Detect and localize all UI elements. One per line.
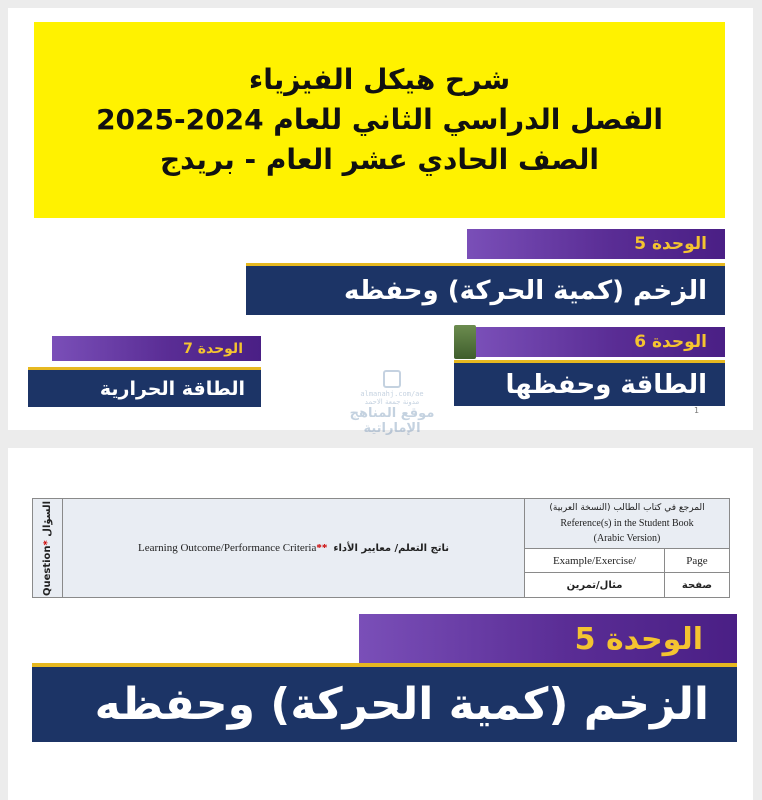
unit6-thumbnail [454, 325, 476, 359]
reference-row-ar [525, 573, 729, 597]
unit5-title-large: الزخم (كمية الحركة) وحفظه [32, 663, 737, 742]
page-ar: صفحة [681, 579, 713, 591]
unit7-label: الوحدة 7 [52, 336, 261, 361]
unit6-label: الوحدة 6 [476, 327, 725, 357]
reference-table-header [32, 498, 730, 598]
reference-header [525, 499, 729, 549]
question-star: * [42, 539, 54, 545]
title-line-3: الصف الحادي عشر العام - بريدج [159, 143, 600, 176]
reference-version: (Arabic Version) [593, 533, 661, 544]
reference-column [525, 499, 729, 597]
learning-outcome-stars: ** [316, 542, 328, 554]
question-column [33, 499, 63, 597]
learning-outcome-en: Learning Outcome/Performance Criteria [138, 542, 317, 554]
title-line-1: شرح هيكل الفيزياء [248, 63, 511, 96]
reference-row-en [525, 549, 729, 573]
reference-en: Reference(s) in the Student Book [560, 518, 694, 529]
unit7-title: الطاقة الحرارية [28, 367, 261, 407]
page-number: 1 [694, 406, 700, 415]
unit5-label: الوحدة 5 [467, 229, 725, 259]
slide-page-1 [8, 8, 753, 436]
watermark [330, 370, 454, 436]
unit5-label-large: الوحدة 5 [359, 614, 737, 664]
question-ar: السؤال [42, 500, 54, 537]
example-ar: مثال/تمرين [525, 573, 665, 597]
slide-page-2 [8, 448, 753, 800]
watermark-site: موقع المناهج الإماراتية [349, 406, 435, 436]
unit5-title: الزخم (كمية الحركة) وحفظه [246, 263, 725, 315]
watermark-logo-icon [383, 370, 401, 388]
title-line-2: الفصل الدراسي الثاني للعام 2024-2025 [96, 103, 663, 136]
watermark-name: مدونة جمعة الاحمد [364, 398, 420, 406]
learning-outcome-ar: ناتج التعلم/ معايير الأداء [333, 542, 449, 554]
reference-ar: المرجع في كتاب الطالب (النسخة العربية) [549, 503, 705, 513]
unit6-title: الطاقة وحفظها [454, 360, 725, 406]
title-banner [34, 22, 725, 218]
watermark-url: almanahj.com/ae [360, 390, 424, 398]
example-en: Example/Exercise/ [525, 549, 665, 572]
page-en: Page [686, 554, 708, 567]
question-en: Question [42, 544, 54, 596]
learning-outcome-column [63, 499, 525, 597]
